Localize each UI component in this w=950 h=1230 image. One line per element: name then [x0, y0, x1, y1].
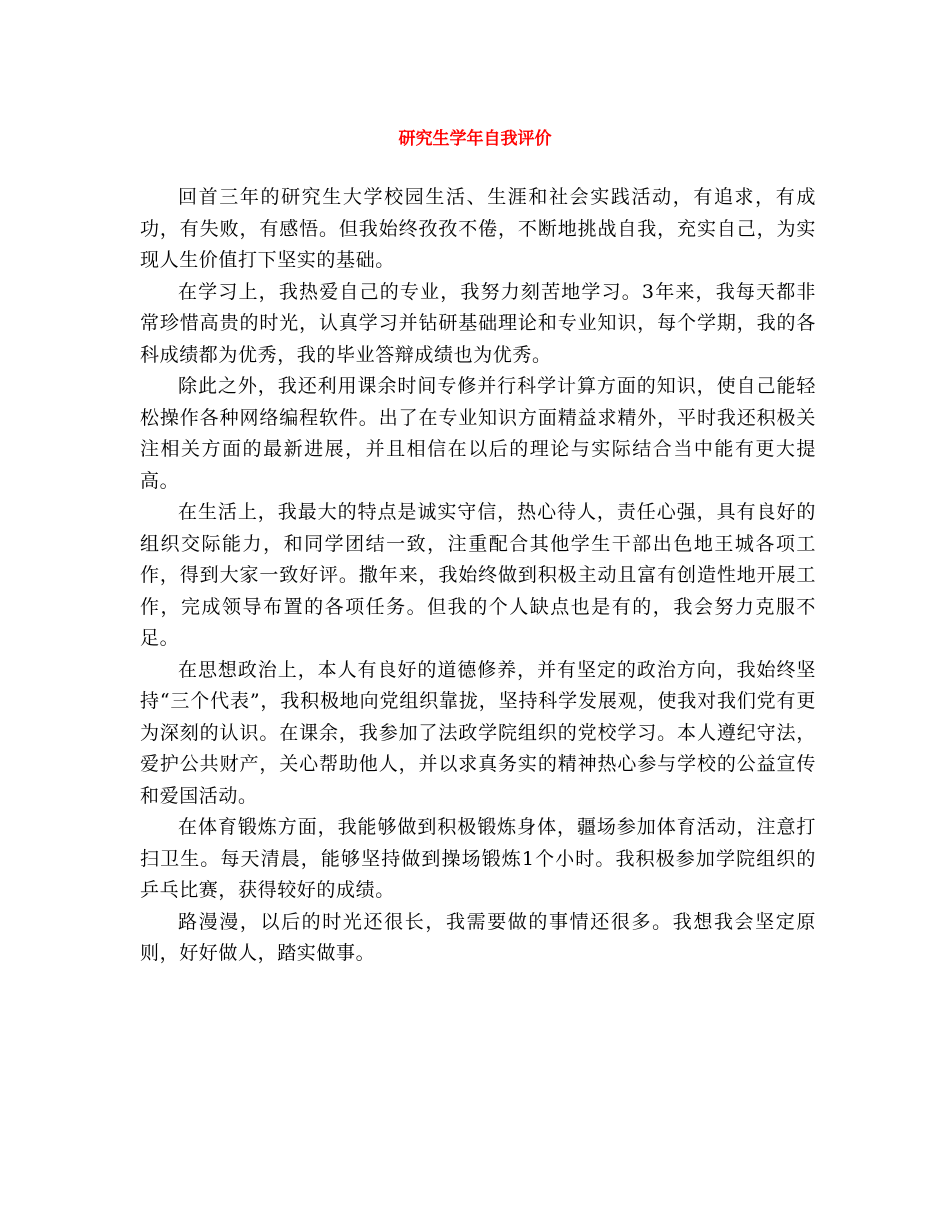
paragraph-politics: 在思想政治上，本人有良好的道德修养，并有坚定的政治方向，我始终坚持“三个代表”，我积极地向党组织靠拢，坚持科学发展观，使我对我们党有更为深刻的认识。在课余，我参加了法政学院组织的党校学习。本人遵纪守法，爱护公共财产，关心帮助他人，并以求真务实的精神热心参与学校的公益宣传和爱国活动。: [140, 658, 816, 807]
paragraph-extra-learning: 除此之外，我还利用课余时间专修并行科学计算方面的知识，使自己能轻松操作各种网络编程软件。出了在专业知识方面精益求精外，平时我还积极关注相关方面的最新进展，并且相信在以后的理论与实际结合当中能有更大提高。: [140, 375, 816, 492]
paragraph-study: 在学习上，我热爱自己的专业，我努力刻苦地学习。3年来，我每天都非常珍惜高贵的时光，认真学习并钻研基础理论和专业知识，每个学期，我的各科成绩都为优秀，我的毕业答辩成绩也为优秀。: [140, 280, 816, 366]
document-body: [140, 182, 816, 970]
page-title: 研究生学年自我评价: [398, 129, 552, 149]
paragraph-closing: 路漫漫，以后的时光还很长，我需要做的事情还很多。我想我会坚定原则，好好做人，踏实做事。: [140, 910, 816, 964]
paragraph-sports: 在体育锻炼方面，我能够做到积极锻炼身体，疆场参加体育活动，注意打扫卫生。每天清晨，能够坚持做到操场锻炼1个小时。我积极参加学院组织的乒乓比赛，获得较好的成绩。: [140, 816, 816, 901]
paragraph-life: 在生活上，我最大的特点是诚实守信，热心待人，责任心强，具有良好的组织交际能力，和同学团结一致，注重配合其他学生干部出色地王城各项工作，得到大家一致好评。撒年来，我始终做到积极主动且富有创造性地开展工作，完成领导布置的各项任务。但我的个人缺点也是有的，我会努力克服不足。: [140, 501, 816, 649]
paragraph-intro: 回首三年的研究生大学校园生活、生涯和社会实践活动，有追求，有成功，有失败，有感悟。但我始终孜孜不倦，不断地挑战自我，充实自己，为实现人生价值打下坚实的基础。: [140, 186, 816, 271]
